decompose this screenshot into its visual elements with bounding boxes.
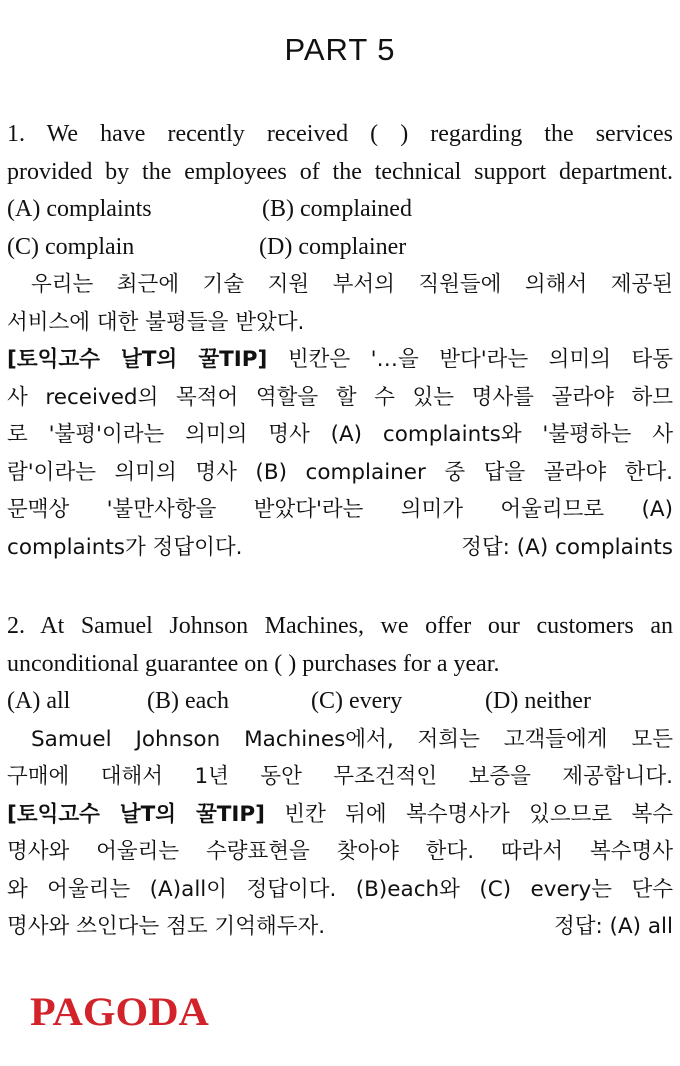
q2-stem-line-1: 2. At Samuel Johnson Machines, we offer our customers an bbox=[7, 613, 673, 639]
q1-tip-label: [토익고수 날T의 꿀TIP] bbox=[7, 347, 268, 372]
q1-stem-line-1: 1. We have recently received ( ) regarding the services bbox=[7, 121, 673, 147]
q1-answer: 정답: (A) complaints bbox=[461, 534, 673, 560]
q1-answer-row bbox=[7, 529, 673, 567]
q2-tip-text-1: 빈칸 뒤에 복수명사가 있으므로 복수 bbox=[265, 801, 673, 827]
q2-translation-line-1: Samuel Johnson Machines에서, 저희는 고객들에게 모든 bbox=[31, 726, 673, 752]
q2-translation-line-2: 구매에 대해서 1년 동안 무조건적인 보증을 제공합니다. bbox=[7, 764, 673, 789]
question-1 bbox=[7, 116, 673, 566]
q1-option-a: (A) complaints bbox=[7, 196, 152, 222]
q1-option-c: (C) complain bbox=[7, 233, 135, 260]
q1-tip-line-6: complaints가 정답이다. bbox=[7, 534, 243, 560]
q2-tip-line-1 bbox=[7, 796, 673, 834]
q1-translation-line-1: 우리는 최근에 기술 지원 부서의 직원들에 의해서 제공된 bbox=[31, 272, 673, 297]
q1-tip-line-5: 문맥상 '불만사항을 받았다'라는 의미가 어울리므로 (A) bbox=[7, 497, 673, 522]
q1-options-row-1 bbox=[7, 191, 673, 229]
q2-tip-line-2: 명사와 어울리는 수량표현을 찾아야 한다. 따라서 복수명사 bbox=[7, 839, 673, 864]
page-title: PART 5 bbox=[284, 32, 396, 67]
q2-tip-line-3: 와 어울리는 (A)all이 정답이다. (B)each와 (C) every는 단수 bbox=[7, 876, 673, 902]
q2-answer: 정답: (A) all bbox=[553, 914, 673, 939]
q2-answer-row bbox=[7, 908, 673, 946]
q2-option-b: (B) each bbox=[147, 688, 229, 714]
q1-tip-line-4: 람'이라는 의미의 명사 (B) complainer 중 답을 골라야 한다. bbox=[7, 459, 673, 485]
q1-stem-line-2: provided by the employees of the technical support department. bbox=[7, 158, 673, 185]
q2-options-row bbox=[7, 683, 673, 721]
q1-tip-text-1: 빈칸은 '…을 받다'라는 의미의 타동 bbox=[267, 347, 673, 372]
q2-tip-line-4: 명사와 쓰인다는 점도 기억해두자. bbox=[7, 914, 326, 939]
q1-options-row-2 bbox=[7, 229, 673, 267]
q1-tip-line-2: 사 received의 목적어 역할을 할 수 있는 명사를 골라야 하므 bbox=[7, 384, 673, 410]
q2-tip-label: [토익고수 날T의 꿀TIP] bbox=[7, 801, 266, 827]
q1-option-b: (B) complained bbox=[262, 196, 412, 222]
q2-option-c: (C) every bbox=[311, 688, 403, 714]
q2-stem-line-2: unconditional guarantee on ( ) purchases for a year. bbox=[7, 650, 500, 677]
question-2 bbox=[7, 608, 673, 946]
q2-option-d: (D) neither bbox=[485, 688, 591, 714]
q1-translation-line-2: 서비스에 대한 불평들을 받았다. bbox=[7, 309, 305, 335]
q1-tip-line-3: 로 '불평'이라는 의미의 명사 (A) complaints와 '불평하는 사 bbox=[7, 422, 673, 447]
q1-tip-line-1 bbox=[7, 341, 673, 379]
pagoda-logo: PAGODA bbox=[30, 989, 209, 1034]
q1-option-d: (D) complainer bbox=[259, 233, 407, 260]
q2-option-a: (A) all bbox=[7, 688, 71, 714]
